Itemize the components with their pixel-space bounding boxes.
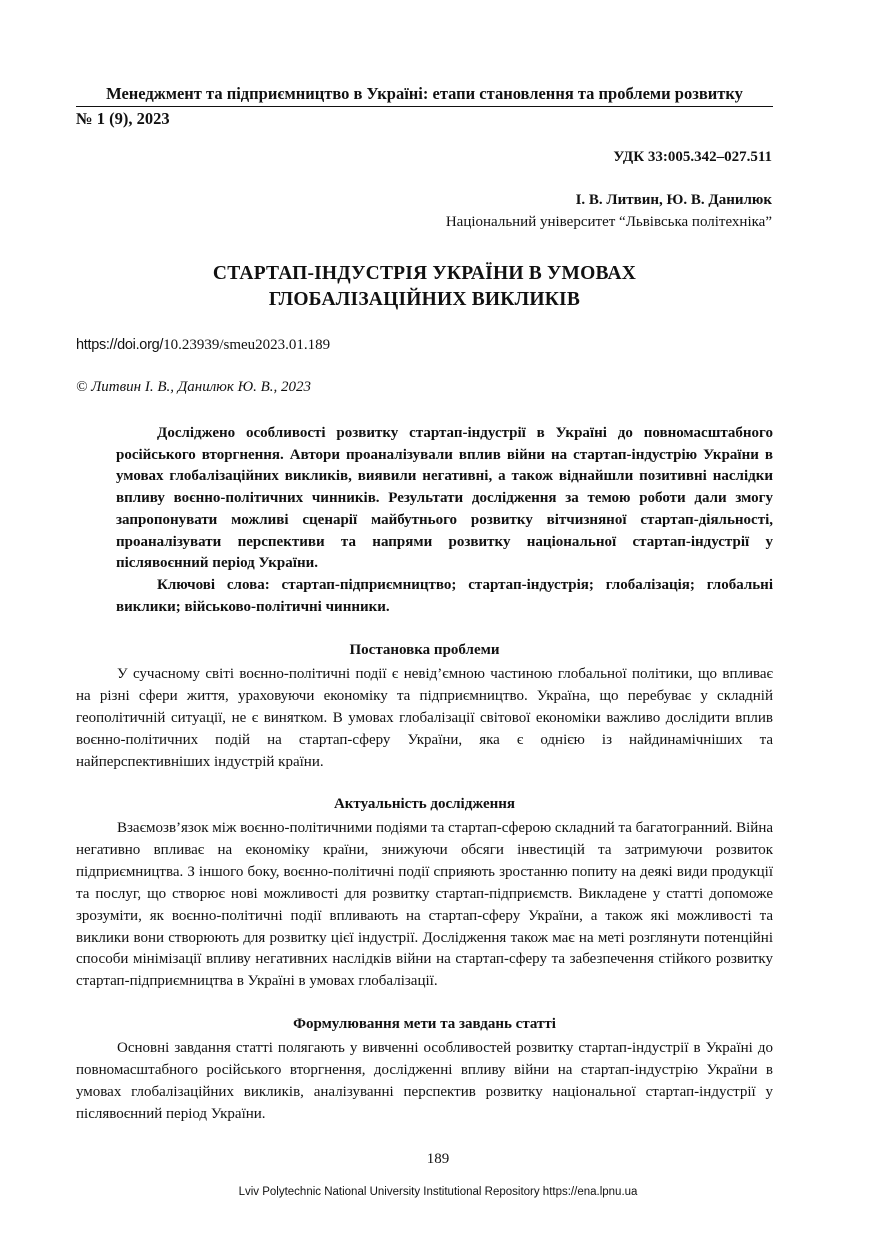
section-body-problem: [76, 664, 773, 774]
issue-number: № 1 (9), 2023: [76, 109, 170, 128]
section-paragraph: Основні завдання статті полягають у вивченні особливостей розвитку стартап-індустрії в Україні до повномасштабного російського вторгнення, дослідженні впливу війни на стартап-індустрію України в умовах глобалізаційних викликів, аналізуванні перспектив розвитку національної стартап-індустрії у післявоєнний період України.: [76, 1040, 773, 1122]
repository-footer: Lviv Polytechnic National University Institutional Repository https://ena.lpnu.ua: [238, 1186, 638, 1198]
section-heading-relevance: Актуальність дослідження: [333, 796, 516, 812]
doi-suffix: 10.23939/smeu2023.01.189: [163, 337, 331, 353]
section-body-goals: [76, 1038, 773, 1126]
journal-title: Менеджмент та підприємництво в Україні: етапи становлення та проблеми розвитку: [76, 84, 773, 107]
section-heading-problem: Постановка проблеми: [349, 642, 500, 658]
affiliation: Національний університет “Львівська політехніка”: [445, 214, 772, 230]
copyright: © Литвин І. В., Данилюк Ю. В., 2023: [76, 379, 312, 395]
doi-prefix: https://doi.org/: [76, 337, 164, 353]
section-body-relevance: [76, 818, 773, 993]
page-number: 189: [426, 1151, 450, 1167]
keywords: Ключові слова: стартап-підприємництво; стартап-індустрія; глобалізація; глобальні виклики; військово-політичні чинники.: [116, 576, 773, 615]
abstract-text: Досліджено особливості розвитку стартап-індустрії в Україні до повномасштабного російського вторгнення. Автори проаналізували вплив війни на стартап-індустрію України в умовах глобалізаційних викликів, виявили негативні, а також віднайшли позитивні наслідки впливу воєнно-політичних чинників. Результати дослідження за темою роботи дали змогу запропонувати можливі сценарії майбутнього розвитку вітчизняної стартап-діяльності, проаналізувати перспективи та напрями розвитку національної стартап-індустрії у післявоєнний період України.: [116, 425, 773, 572]
section-heading-goals: Формулювання мети та завдань статті: [293, 1016, 556, 1032]
article-title: [76, 261, 773, 313]
section-paragraph: У сучасному світі воєнно-політичні події є невід’ємною частиною глобальної політики, що впливає на різні сфери життя, ураховуючи економіку та підприємництво. Україна, що перебуває у складній геополітичній ситуації, не є винятком. В умовах глобалізації світової економіки важливо дослідити вплив воєнно-політичних подій на стартап-сферу України, яка є однією із найдинамічніших та найперспективніших індустрій країни.: [76, 666, 773, 770]
udc-code: УДК 33:005.342–027.511: [613, 149, 772, 165]
authors: І. В. Литвин, Ю. В. Данилюк: [575, 192, 772, 208]
article-title-line-1: СТАРТАП-ІНДУСТРІЯ УКРАЇНИ В УМОВАХ: [212, 263, 637, 284]
doi-link[interactable]: [76, 337, 330, 354]
abstract: [116, 423, 773, 618]
article-title-line-2: ГЛОБАЛІЗАЦІЙНИХ ВИКЛИКІВ: [268, 289, 581, 310]
section-paragraph: Взаємозв’язок між воєнно-політичними подіями та стартап-сферою складний та багатогранний. Війна негативно впливає на економіку країни, знижуючи обсяги інвестицій та затримуючи розвиток підприємництва. З іншого боку, воєнно-політичні події сприяють зростанню попиту на деякі види продукції та послуг, що створює нові можливості для розвитку стартап-підприємств. Викладене у статті допоможе зрозуміти, як воєнно-політичні події впливають на стартап-сферу України, а також які можливості та виклики вони створюють для розвитку цієї індустрії. Дослідження також має на меті розглянути потенційні способи мінімізації впливу негативних наслідків війни на стартап-сферу та забезпечення стійкого розвитку стартап-підприємництва в Україні в умовах глобалізації.: [76, 820, 774, 990]
